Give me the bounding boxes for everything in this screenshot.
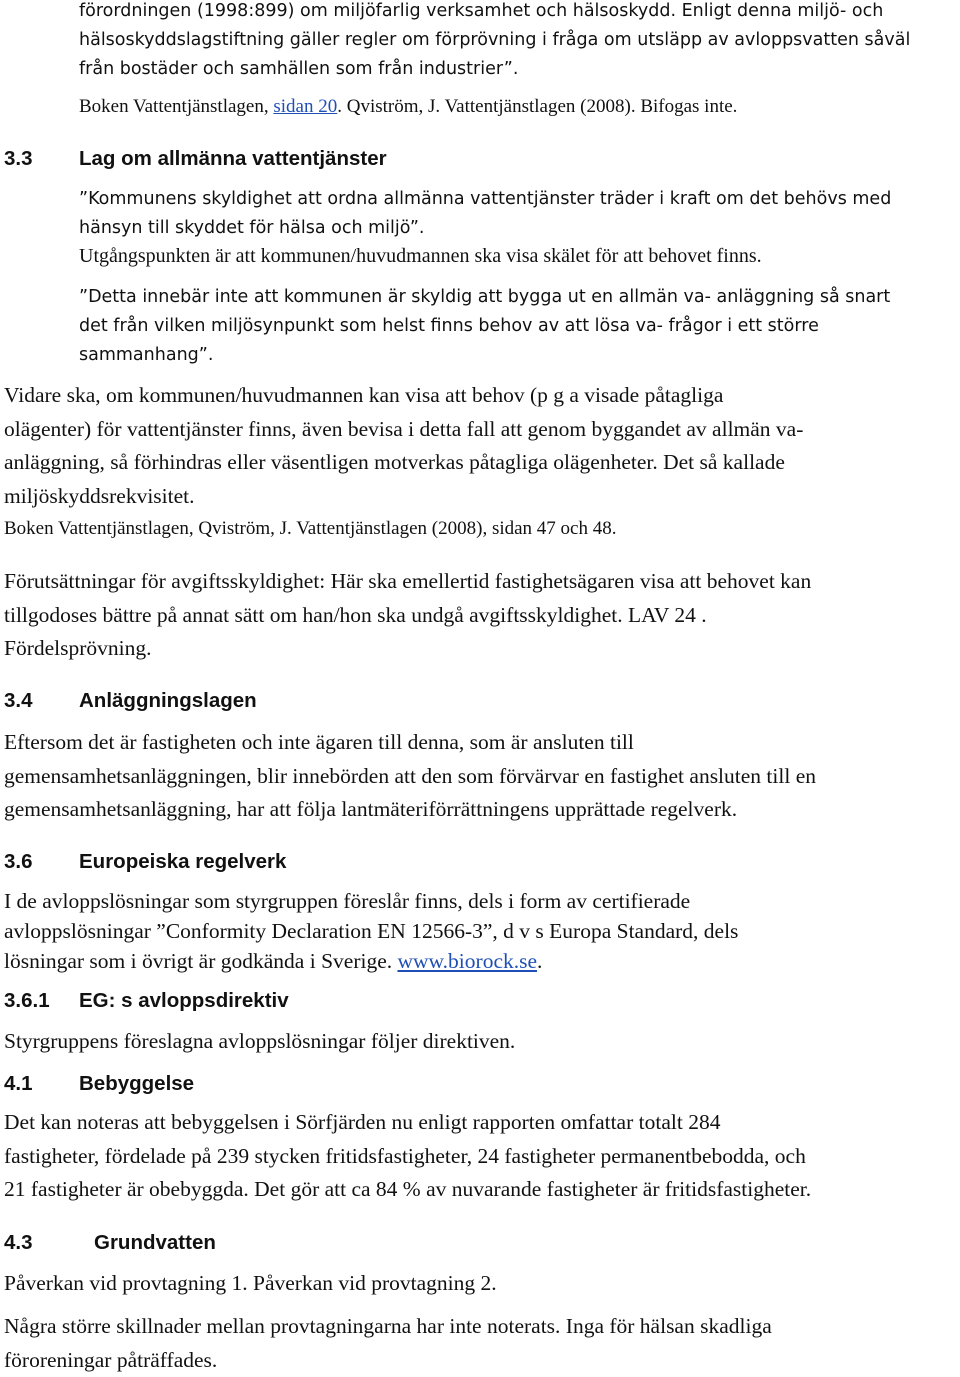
heading-4-3 <box>4 1230 216 1256</box>
paragraph-line: fastigheter, fördelade på 239 stycken fritidsfastigheter, 24 fastigheter permanentbebodda, och <box>4 1140 959 1174</box>
quote-line: från bostäder och samhällen som från industrier”. <box>79 55 959 84</box>
heading-title: Europeiska regelverk <box>79 850 286 873</box>
heading-title: Lag om allmänna vattentjänster <box>79 147 387 170</box>
quote-line: det från vilken miljösynpunkt som helst finns behov av att lösa va- frågor i ett större <box>79 312 959 341</box>
paragraph-text: . <box>537 949 542 973</box>
heading-title: Grundvatten <box>94 1231 216 1254</box>
heading-number: 3.6.1 <box>4 988 79 1014</box>
quote-forordningen <box>79 0 959 84</box>
heading-3-6 <box>4 849 286 875</box>
heading-number: 3.6 <box>4 849 79 875</box>
paragraph-skillnader <box>4 1310 959 1377</box>
link-sidan-20[interactable]: sidan 20 <box>273 96 337 117</box>
heading-title: Anläggningslagen <box>79 689 257 712</box>
quote-kommunens-skyldighet <box>79 185 959 243</box>
paragraph-line: I de avloppslösningar som styrgruppen föreslår finns, dels i form av certifierade <box>4 886 959 916</box>
heading-3-3 <box>4 146 387 172</box>
heading-number: 3.3 <box>4 146 79 172</box>
quote-line: ”Kommunens skyldighet att ordna allmänna vattentjänster träder i kraft om det behövs med <box>79 185 959 214</box>
quote-detta-innebar <box>79 283 959 370</box>
reference-vattentjanstlagen-1 <box>79 95 737 119</box>
paragraph-line: avloppslösningar ”Conformity Declaration EN 12566-3”, d v s Europa Standard, dels <box>4 916 959 946</box>
paragraph-bebyggelse <box>4 1106 959 1207</box>
paragraph-line <box>4 946 959 976</box>
heading-4-1 <box>4 1071 194 1097</box>
link-biorock[interactable]: www.biorock.se <box>398 949 538 973</box>
heading-3-6-1 <box>4 988 289 1014</box>
paragraph-utgangspunkten: Utgångspunkten är att kommunen/huvudmannen ska visa skälet för att behovet finns. <box>79 244 762 268</box>
paragraph-anlaggningslagen <box>4 726 959 827</box>
paragraph-line: föroreningar påträffades. <box>4 1344 959 1377</box>
heading-number: 4.1 <box>4 1071 79 1097</box>
paragraph-eg-avloppsdirektiv: Styrgruppens föreslagna avloppslösningar följer direktiven. <box>4 1025 959 1059</box>
paragraph-line: olägenter) för vattentjänster finns, även bevisa i detta fall att genom byggandet av allmän va- <box>4 413 959 447</box>
paragraph-paverkan: Påverkan vid provtagning 1. Påverkan vid provtagning 2. <box>4 1267 959 1301</box>
paragraph-line: Fördelsprövning. <box>4 632 959 666</box>
heading-title: EG: s avloppsdirektiv <box>79 989 289 1012</box>
paragraph-line: 21 fastigheter är obebyggda. Det gör att ca 84 % av nuvarande fastigheter är fritidsfastigheter. <box>4 1173 959 1207</box>
quote-line: hänsyn till skyddet för hälsa och miljö”. <box>79 214 959 243</box>
heading-number: 3.4 <box>4 688 79 714</box>
paragraph-forutsattningar <box>4 565 959 666</box>
paragraph-line: Det kan noteras att bebyggelsen i Sörfjärden nu enligt rapporten omfattar totalt 284 <box>4 1106 959 1140</box>
quote-line: hälsoskyddslagstiftning gäller regler om förprövning i fråga om utsläpp av avloppsvatten såväl <box>79 26 959 55</box>
paragraph-vidare <box>4 379 959 513</box>
quote-line: sammanhang”. <box>79 341 959 370</box>
paragraph-line: gemensamhetsanläggningen, blir innebörden att den som förvärvar en fastighet ansluten till en <box>4 760 959 794</box>
heading-title: Bebyggelse <box>79 1072 194 1095</box>
reference-text: Boken Vattentjänstlagen, <box>79 96 273 117</box>
quote-line: ”Detta innebär inte att kommunen är skyldig att bygga ut en allmän va- anläggning så snart <box>79 283 959 312</box>
paragraph-line: miljöskyddsrekvisitet. <box>4 480 959 514</box>
quote-line: förordningen (1998:899) om miljöfarlig verksamhet och hälsoskydd. Enligt denna miljö- och <box>79 0 959 26</box>
paragraph-line: Några större skillnader mellan provtagningarna har inte noterats. Inga för hälsan skadliga <box>4 1310 959 1344</box>
paragraph-text: lösningar som i övrigt är godkända i Sverige. <box>4 949 398 973</box>
paragraph-line: tillgodoses bättre på annat sätt om han/hon ska undgå avgiftsskyldighet. LAV 24 . <box>4 599 959 633</box>
reference-vattentjanstlagen-2: Boken Vattentjänstlagen, Qviström, J. Vattentjänstlagen (2008), sidan 47 och 48. <box>4 517 616 541</box>
paragraph-line: Förutsättningar för avgiftsskyldighet: Här ska emellertid fastighetsägaren visa att behovet kan <box>4 565 959 599</box>
heading-number: 4.3 <box>4 1230 94 1256</box>
paragraph-line: Vidare ska, om kommunen/huvudmannen kan visa att behov (p g a visade påtagliga <box>4 379 959 413</box>
heading-3-4 <box>4 688 257 714</box>
paragraph-europeiska-regelverk <box>4 886 959 976</box>
reference-text: . Qviström, J. Vattentjänstlagen (2008). Bifogas inte. <box>337 96 737 117</box>
paragraph-line: gemensamhetsanläggning, har att följa lantmäteriförrättningens upprättade regelverk. <box>4 793 959 827</box>
paragraph-line: Eftersom det är fastigheten och inte ägaren till denna, som är ansluten till <box>4 726 959 760</box>
paragraph-line: anläggning, så förhindras eller väsentligen motverkas påtagliga olägenheter. Det så kallade <box>4 446 959 480</box>
